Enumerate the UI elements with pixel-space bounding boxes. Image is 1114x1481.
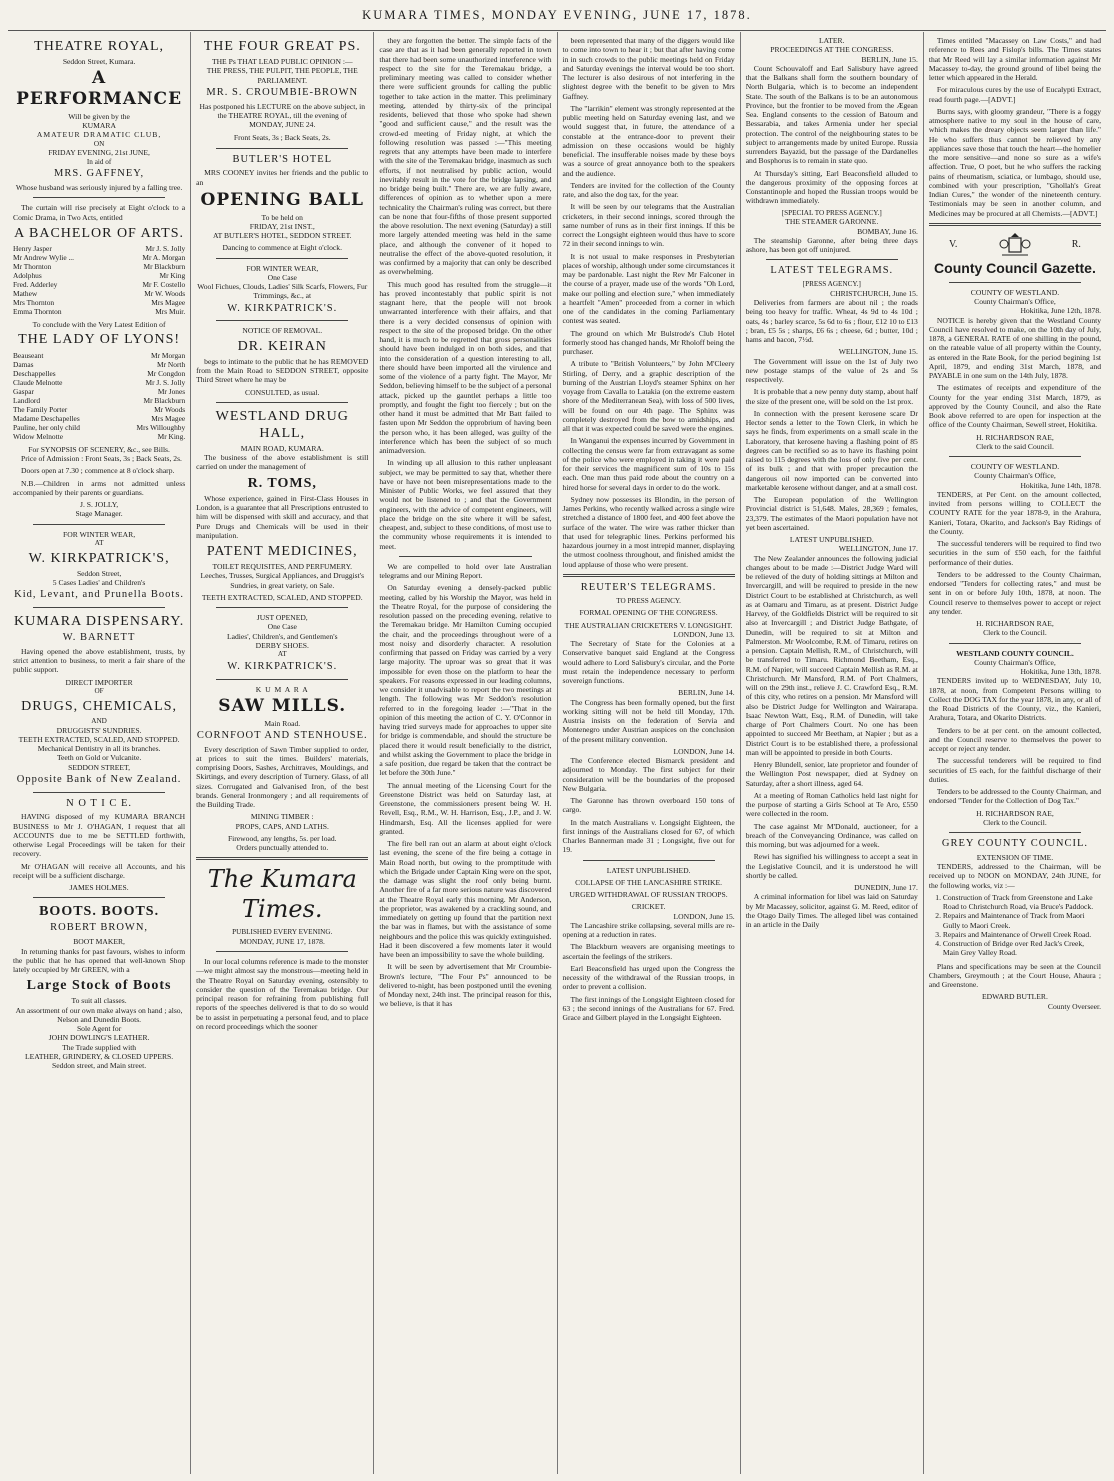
tender-text: Tenders to be addressed to the County Chairman, and endorsed "Tender for the Collection of Dog Tax." xyxy=(928,787,1102,806)
saw-mills: SAW MILLS. xyxy=(218,695,347,716)
four-ps-heading: THE FOUR GREAT PS. xyxy=(203,39,361,54)
telegram-text: The Secretary of State for the Colonies at a Conservative banquet said England at the Congress would adhere to Lord Salisbury's circular, and the Porte must retain the independence necessary to perform sovereign functions. xyxy=(562,639,735,686)
telegram-text: At Thursday's sitting, Earl Beaconsfield alluded to the dangerous proximity of the opposing forces at Constantinople and hoped the Russian troops would be withdrawn immediately. xyxy=(745,168,918,206)
column-3 xyxy=(374,32,557,1474)
telegram-text: Times entitled "Macassey on Law Costs," and had reference to Rees and Fislop's bills. The Times states that Mr Reed will lay a similar information against Mr Macassey to-day, the ground ground of libel being the letter which appeared in the Herald. xyxy=(928,36,1102,82)
drug-hall-heading: WESTLAND DRUG HALL, xyxy=(215,408,349,441)
gazette-heading: County Council Gazette. xyxy=(934,259,1096,276)
collapse-heading: COLLAPSE OF THE LANCASHIRE STRIKE. xyxy=(575,877,723,887)
telegram-text: It is probable that a new penny duty stamp, about half the size of the present one, will be sold on the 1st prox. xyxy=(745,387,918,406)
performance-heading: A PERFORMANCE xyxy=(16,68,183,110)
kirkpatrick-heading-3: W. KIRKPATRICK'S. xyxy=(227,660,338,672)
telegram-text: The New Zealander announces the following judicial changes about to be made :—District Judge Ward will be relieved of the duty of holding sittings at Milton and Invercargill, and will be required to preside in the new District Court to be established at Christchurch, as well as at Oamaru and Timaru, as at present. District Judge Harvey, of the Goldfields District will be required to sit also at Invercargill ; and District Judge Bathgate, of Dunedin, will be required to sit at Milton and Palmerston. Mr Woolcombe, R.M. of Timaru, retires on a pension. Captain Mellish, R.M., of Christchurch, will be transferred to Timaru. Richmond Beetham, Esq., R.M. of Napier, will succeed Captain Mellish as R.M. at Christchurch. Mr Mansford, R.M. of Port Chalmers, will on the 29th inst., relieve J. C. Crawford Esq., R.M. of this city, who retires on a pension. Mr Mansford will also be District Judge for Wellington and Wairarapa. Isaac Newton Watt, Esq., R.M. of Dunedin, will take charge of Port Chalmers Court. No one has been appointed to succeed Mr Beetham, at Napier ; but as a District Court is to be established there, a professional man will be appointed to preside in both Courts. xyxy=(745,553,918,757)
divider xyxy=(949,643,1081,644)
dateline: DUNEDIN, June 17. xyxy=(854,883,918,893)
ball-venue: AT BUTLER'S HOTEL, SEDDON STREET. xyxy=(212,231,352,241)
theatre-heading: THEATRE ROYAL, xyxy=(34,39,165,54)
kirkpatrick-heading-2: W. KIRKPATRICK'S. xyxy=(227,302,338,314)
office-label: County Chairman's Office, xyxy=(974,657,1056,667)
holmes-signature: JAMES HOLMES. xyxy=(69,883,129,893)
at-label-2: AT xyxy=(277,650,287,659)
telegram-text: Rewi has signified his willingness to accept a seat in the Legislative Council, and it is understood he will shortly be called. xyxy=(745,852,918,880)
theatre-street: Seddon Street, Kumara. xyxy=(62,57,136,67)
crest-r: R. xyxy=(1071,238,1081,250)
patent-medicines: PATENT MEDICINES, xyxy=(206,544,358,560)
royal-crest xyxy=(929,232,1101,258)
divider xyxy=(399,556,531,557)
synopsis-note: For SYNOPSIS OF SCENERY, &c., see Bills. xyxy=(28,444,170,454)
dispensary-heading: KUMARA DISPENSARY. xyxy=(13,614,185,630)
column-6 xyxy=(924,32,1106,1474)
clerk-name: H. RICHARDSON RAE, xyxy=(976,808,1054,818)
teeth-label: TEETH EXTRACTED, SCALED, AND STOPPED. xyxy=(18,734,180,744)
and-label: AND xyxy=(91,716,107,725)
notice-text: NOTICE is hereby given that the Westland County Council have resolved to make, on the 10th day of July, 1878, a GENERAL RATE of one shilling in the pound, on the rateable value of all property within the County, as entered in the Rate Book, for the period begining 1st April, 1879, and ending 31st March, 1878, and PAYABLE in one sum on the 14th July, 1878. xyxy=(928,315,1102,381)
assortment-note: An assortment of our own make always on hand ; also, Nelson and Dunedin Boots. xyxy=(15,1005,183,1024)
importer-label: DIRECT IMPORTER xyxy=(65,677,133,687)
tender-text: Tenders to be at per cent. on the amount collected, and the Council reserve to themselves the power to accept or reject any tender. xyxy=(928,725,1102,754)
of-label: OF xyxy=(94,686,104,695)
article-paragraph: On Saturday evening a densely-packed public meeting, called by his Worship the Mayor, was held in the Theatre Royal, for the purpose of considering the resolution passed on the preceding evening, relative to the Teremakau bridge. Mr Hamilton Cuming occupied the chair, and the proceedings throughout were of a most noisy and disorderly character. A resolution confirming that passed on Friday was carried by a very large majority. The uproar was so great that it was impossible for even those on the platform to hear the speakers. For reasons expressed in our leading columns, we consider it unadvisable to report the two meetings at length. The following was Mr Seddon's resolution referred to in the foregoing leader :—"That in the opinion of this meeting the action of C. Y. O'Connor in having tried surveys made for approaches to upper site for bridge is commendable, and should the structure be placed there it would result beneficially to the district, and whilst asking the Government to place the bridge in a safe position, due regard be taken that the contract be let before the 30th June." xyxy=(379,583,552,778)
beneficiary: MRS. GAFFNEY, xyxy=(54,168,145,180)
club-line-2: AMATEUR DRAMATIC CLUB, xyxy=(36,130,162,140)
manager-name: J. S. JOLLY, xyxy=(80,500,119,510)
kirkpatrick-street: Seddon Street, xyxy=(76,568,122,578)
dancing-note: Dancing to commence at Eight o'clock. xyxy=(222,243,342,253)
children-note: N.B.—Children in arms not admitted unless accompanied by their parents or guardians. xyxy=(13,478,186,497)
column-2 xyxy=(191,32,374,1474)
leeches-note: Leeches, Trusses, Surgical Appliances, and Druggist's Sundries, in great variety, on Sale. xyxy=(200,571,365,590)
telegram-text: The first innings of the Longsight Eighteen closed for 63 ; the second innings of the Australians for 67. Fred. Grace and Gilbert played in the Longsight Eighteen. xyxy=(562,994,735,1023)
play-2-title: THE LADY OF LYONS! xyxy=(18,332,181,348)
derby-shoes: DERBY SHOES. xyxy=(255,640,309,650)
cast-row: Claude Melnotte Mr J. S. Jolly xyxy=(13,377,186,387)
cast-row: Deschappelles Mr Congdon xyxy=(13,368,186,378)
telegram-text: The Lancashire strike collapsing, several mills are re-opening at a reduction in rates. xyxy=(562,920,735,940)
agent-label: Sole Agent for xyxy=(76,1024,122,1034)
telegram-text: Henry Blundell, senior, late proprietor and founder of the Wellington Post newspaper, died at Sydney on Saturday, after a short illness, aged 64. xyxy=(745,760,918,788)
barnett-name: W. BARNETT xyxy=(62,632,136,644)
brown-name: ROBERT BROWN, xyxy=(50,922,149,934)
lecturer-name: MR. S. CROUMBIE-BROWN xyxy=(206,86,359,98)
telegram-text: The Government will issue on the 1st of July two new postage stamps of the value of 2s and 5s respectively. xyxy=(745,356,918,385)
derby-text: Ladies', Children's, and Gentlemen's xyxy=(226,631,338,641)
telegram-text: Earl Beaconsfield has urged upon the Congress the necessity of the withdrawal of the Russian troops, in order to prevent a collision. xyxy=(562,963,735,992)
clerk-title: Clerk to the Council. xyxy=(983,628,1047,638)
clerk-name: H. RICHARDSON RAE, xyxy=(976,432,1054,442)
curtain-note: The curtain will rise precisely at Eight o'clock to a Comic Drama, in Two Acts, entitled xyxy=(13,203,186,222)
drugs-heading: DRUGS, CHEMICALS, xyxy=(21,698,178,714)
lecture-seats: Front Seats, 3s ; Back Seats, 2s. xyxy=(233,133,331,143)
club-line-1: KUMARA xyxy=(82,121,116,131)
list-item: 4. Construction of Bridge over Red Jack's Creek, Main Grey Valley Road. xyxy=(943,939,1101,958)
cast-row: Mr Andrew Wylie ... Mr A. Morgan xyxy=(13,253,186,263)
tender-text: TENDERS, at Per Cent. on the amount collected, invited from persons willing to COLLECT the COUNTY RATE for the year 1878-9, in the Arahura, Kanieri, Totara, Okarito, and Jackson's Bay Ridings of the County. xyxy=(928,489,1102,536)
office-date: Hokitika, June 14th, 1878. xyxy=(1020,480,1102,490)
boots-heading: BOOTS. BOOTS. xyxy=(39,904,160,920)
article-paragraph: It will be seen by our telegrams that the Australian cricketers, in their second innings, scored through the same number of runs as in their first innings. If this be correct the Longsight eighteen would thus have to score 72 in their second innings to win. xyxy=(562,202,735,249)
cricketers-heading: THE AUSTRALIAN CRICKETERS V. LONGSIGHT. xyxy=(564,620,733,630)
notice-text: HAVING disposed of my KUMARA BRANCH BUSINESS to Mr J. O'HAGAN, I request that all ACCOUNTS due to me be SETTLED forthwith, otherwise Legal Proceedings will be taken for their recovery. xyxy=(13,812,186,859)
masthead: KUMARA TIMES, MONDAY EVENING, JUNE 17, 1878. xyxy=(8,0,1106,31)
dateline: LONDON, June 15. xyxy=(673,911,735,921)
cast-list-1 xyxy=(13,244,185,316)
gold-label: Teeth on Gold or Vulcanite. xyxy=(56,753,142,763)
dateline: WELLINGTON, June 17. xyxy=(838,544,918,554)
brown-text: In returning thanks for past favours, wishes to inform the public that he has opened that well-known Shop lately occupied by Mr GREEN, with a xyxy=(13,946,186,975)
list-item: 3. Repairs and Maintenance of Orwell Creek Road. xyxy=(943,930,1101,939)
cast-row: Henry Jasper Mr J. S. Jolly xyxy=(13,243,186,253)
lecture-date: MONDAY, JUNE 24. xyxy=(249,120,316,130)
telegram-text: Count Schouvaloff and Earl Salisbury have agreed that the Balkans shall form the southern boundary of North Bulgaria, which is to become an independent State. The south of the Balkans is to be an autonomous Province, but the frontier to be moved from the Ægean Sea. England consents to the cession of Batoum and Bessarabia, and takes Armenia under her special protection. The control of the neighbouring states to be subject to arrangements made by united Europe. Russia surrenders Bayazid, but the passage of the Dardanelles and Bosphorus is to remain in state quo. xyxy=(745,63,918,166)
divider xyxy=(33,792,165,793)
crest-icon xyxy=(998,232,1032,258)
held-label: To be held on xyxy=(261,212,303,222)
dateline: BERLIN, June 15. xyxy=(861,54,918,64)
divider xyxy=(216,320,348,321)
article-paragraph: It is not usual to make responses in Presbyterian places of worship, although under some circumstances it may be pardonable. Last night the Rev Mr Falconer in the course of a prayer, made use of the words "Oh Lord, make our polling and election sure," when immediately a heartfelt "Amen" proceeded from a corner in which one of the candidates in the coming Parliamentary contest was seated. xyxy=(562,251,735,326)
consulted-label: CONSULTED, as usual. xyxy=(245,387,320,397)
cast-row: Madame Deschapelles Mrs Magee xyxy=(13,413,186,423)
business-text: The business of the above establishment is still carried on under the management of xyxy=(196,453,369,472)
cast-list-2 xyxy=(13,351,185,441)
telegram-text: Deliveries from farmers are about nil ; the roads being too heavy for traffic. Wheat, 4s 9d to 4s 10d ; oats, 4s ; barley scarce, 5s 6d to 6s ; flour, £12 10 to £13 ; bran, £5 5s ; sharps, £6 6s ; cheese, 6d ; butter, 10d ; hams and bacon, 7½d. xyxy=(745,298,918,345)
on-label: ON xyxy=(93,139,105,148)
cast-row: Mr Thornton Mr Blackburn xyxy=(13,262,186,272)
divider xyxy=(563,574,735,577)
dowling-label: JOHN DOWLING'S LEATHER. xyxy=(48,1033,150,1043)
at-label: AT xyxy=(94,538,104,547)
divider xyxy=(33,607,165,608)
tender-text: TENDERS invited up to WEDNESDAY, July 10, 1878, at noon, from Competent Persons willing to Collect the DOG TAX for the year 1878, in any, or all of the Road Districts of the County, viz., the Kanieri, Arahura, Totara, and Okarito Districts. xyxy=(928,676,1102,723)
list-item: 2. Repairs and Maintenance of Track from Maori Gully to Maori Creek. xyxy=(943,911,1101,930)
article-paragraph: We are compelled to hold over late Australian telegrams and our Mining Report. xyxy=(379,561,552,580)
county-heading: COUNTY OF WESTLAND. xyxy=(970,287,1060,297)
divider xyxy=(33,897,165,898)
office-date: Hokitika, June 13th, 1878. xyxy=(1020,667,1102,677)
barnett-text: Having opened the above establishment, trusts, by strict attention to business, to merit a fair share of the public support. xyxy=(13,646,186,675)
column-1 xyxy=(8,32,191,1474)
toms-text: Whose experience, gained in First-Class Houses in London, is a guarantee that all Prescriptions entrusted to him will be dispensed with skill and accuracy, and that Pure Drugs and Chemicals will be used in their manipulation. xyxy=(196,493,369,540)
garonne-heading: THE STEAMER GARONNE. xyxy=(785,217,879,227)
teeth-note: TEETH EXTRACTED, SCALED, AND STOPPED. xyxy=(201,592,363,602)
divider xyxy=(33,524,165,525)
toilet-requisites: TOILET REQUISITES, AND PERFUMERY. xyxy=(212,562,352,572)
cast-row: Emma Thornton Mrs Muir. xyxy=(13,307,186,317)
doors-note: Doors open at 7.30 ; commence at 8 o'clock sharp. xyxy=(21,466,175,476)
dateline: WELLINGTON, June 15. xyxy=(838,347,918,357)
cast-row: Mathew Mr W. Woods xyxy=(13,289,186,299)
urged-heading: URGED WITHDRAWAL OF RUSSIAN TROOPS. xyxy=(569,890,728,900)
kirkpatrick-boots: Kid, Levant, and Prunella Boots. xyxy=(14,589,185,601)
proceedings-heading: PROCEEDINGS AT THE CONGRESS. xyxy=(770,45,894,55)
dateline: BERLIN, June 14. xyxy=(678,688,735,698)
divider xyxy=(766,259,898,260)
notice-heading: N O T I C E. xyxy=(66,797,133,809)
publication-date: MONDAY, JUNE 17, 1878. xyxy=(239,936,325,946)
divider xyxy=(216,679,348,680)
telegram-text: A criminal information for libel was laid on Saturday by Mr Macassey, solicitor, against G. M. Reed, editor of the Otago Daily Times. The alleged libel was contained in an article in the Daily xyxy=(745,892,918,930)
county-heading: WESTLAND COUNTY COUNCIL. xyxy=(956,648,1074,658)
one-case: One Case xyxy=(267,272,297,282)
kumara-label: K U M A R A xyxy=(255,684,309,694)
reuter-heading: REUTER'S TELEGRAMS. xyxy=(580,581,717,593)
formal-opening: FORMAL OPENING OF THE CONGRESS. xyxy=(579,608,718,618)
opposite-bank: Opposite Bank of New Zealand. xyxy=(16,773,182,785)
given-by: Will be given by the xyxy=(68,111,130,121)
toms-name: R. TOMS, xyxy=(247,475,317,491)
ball-date: FRIDAY, 21st INST., xyxy=(249,221,315,231)
address-label: Seddon street, and Main street. xyxy=(52,1061,147,1071)
county-heading: COUNTY OF WESTLAND. xyxy=(970,462,1060,472)
article-paragraph: This much good has resulted from the struggle—it has proved incontestably that public spirit is not stagnant here, that the people will not brook unwarranted interference with their affairs, and that there is a very decided consensus of opinion with respect to the site of the proposed bridge. On the other hand, it is much to be regretted that gross personalities should have been indulged in on both sides, and that into the consideration of a question interesting to all, there should have been imported all the virulence and some of the violence of a party fight. The Mayor, Mr Seddon, believing himself to be the subject of a personal attack, picked up the gauntlet perhaps a little too promptly, and fought the fight too fiercely ; but on the other hand it must be admitted that Mr Batt failed to fasten upon Mr Seddon the opprobrium of having been the person who, it has been alleged, was guilty of the interference which has been the subject of so much animadversion. xyxy=(379,279,552,455)
telegram-text: At a meeting of Roman Catholics held last night for the purpose of starting a Girls School at Te Aro, £550 were collected in the room. xyxy=(745,790,918,819)
paper-title: The Kumara Times. xyxy=(207,865,357,923)
office-label: County Chairman's Office, xyxy=(974,297,1056,307)
later-heading: LATER. xyxy=(819,36,845,45)
advert-text: Burns says, with gloomy grandeur, "There is a foggy atmosphere native to my soul in the house of care, which makes the dreary objects seem larger than life." He who suffers thus cannot be relieved by any appliances save those that touch the heart—the homelier the more sensitive—and none so sure as a wife's affection. True, O poet, but he who suffers the racking pains of rheumatism, sciatica, or lumbago, should use, combined with your prescription, "Ghollah's Great Indian Cures," the wonder of the nineteenth century. Testimonials may be seen in another column, and Medicines may be procured at all Chemists.—[ADVT.] xyxy=(928,106,1102,218)
cast-row: Gaspar Mr Jones xyxy=(13,386,186,396)
divider xyxy=(583,860,715,861)
works-list xyxy=(943,893,1101,958)
press-agency-label: TO PRESS AGENCY. xyxy=(616,596,681,605)
performance-date: FRIDAY EVENING, 21st JUNE, xyxy=(48,148,150,158)
play-1-title: A BACHELOR OF ARTS. xyxy=(14,225,185,241)
divider xyxy=(949,832,1081,833)
extension-heading: EXTENSION OF TIME. xyxy=(976,852,1054,862)
aid-label: In aid of xyxy=(86,157,112,166)
main-road: Main Road. xyxy=(264,718,301,728)
mining-timber: MINING TIMBER : xyxy=(250,812,314,822)
notice-text-2: Mr O'HAGAN will receive all Accounts, and his receipt will be a sufficient discharge. xyxy=(13,861,186,880)
orders-note: Orders punctually attended to. xyxy=(236,843,329,853)
cast-row: Fred. Adderley Mr F. Costello xyxy=(13,280,186,290)
article-paragraph: In winding up all allusion to this rather unpleasant subject, we may be permitted to say that, whether there have or have not been misrepresentations made to the Minister of Public Works, we feel assured that they would not be listened to ; and that the Government engineers, with the advice of competent engineers, will place the bridge on the site where it will be safest, cheapest, and, subject to these conditions, of most use to the community whose requirements it is intended to meet. xyxy=(379,458,552,551)
manager-title: Stage Manager. xyxy=(75,509,123,519)
opening-ball: OPENING BALL xyxy=(200,189,364,210)
article-paragraph: In Wanganui the expenses incurred by Government in collecting the census were far from extravagant as some of the police who were employed in taking it were paid for their services the magnificent sum of 10s to 15s each. One man thus paid rode about the country on a hired horse for several days in order to do the work. xyxy=(562,436,735,492)
grey-text: TENDERS, addressed to the Chairman, will be received up to NOON on MONDAY, 24th JUNE, for the following works, viz :— xyxy=(928,862,1102,890)
crest-v: V. xyxy=(948,238,958,250)
removal-heading: NOTICE OF REMOVAL. xyxy=(242,326,323,336)
article-paragraph: The annual meeting of the Licensing Court for the Greenstone District was held on Saturday last, at Greenstone, the commissioners present being W. H. Revell, Esq., R.M., W. H. Harrison, Esq., J.P., and J. W. Hindmarsh, Esq. All the licenses applied for were granted. xyxy=(379,780,552,836)
press-line: THE PRESS, THE PULPIT, THE PEOPLE, THE PARLIAMENT. xyxy=(206,66,358,85)
latest-telegrams-heading: LATEST TELEGRAMS. xyxy=(770,265,894,277)
conclude-note: To conclude with the Very Latest Edition of xyxy=(32,320,166,330)
article-paragraph: It will be seen by advertisement that Mr Croumbie-Brown's lecture, "The Four Ps" announced to be delivered to-night, has been postponed until the evening of Monday next, 24th inst. The principal reason for this, we believe, is that it has xyxy=(379,962,552,1009)
column-5 xyxy=(741,32,924,1474)
tender-text: The successful tenderers will be required to find securities of £5 each, for the faithful discharge of their duties. xyxy=(928,756,1102,784)
telegram-text: The steamship Garonne, after being three days ashore, has been got off uninjured. xyxy=(745,235,918,255)
telegram-text: The Congress has been formally opened, but the first working sitting will not be held till Monday, 17th. Austria insists on the federation of Servia and Montenegro under Austrian auspices on the conclusion of the present military convention. xyxy=(562,697,735,744)
overseer-title: County Overseer. xyxy=(1047,1001,1102,1011)
ps-line: THE Ps THAT LEAD PUBLIC OPINION :— xyxy=(211,57,353,67)
telegram-text: The Conference elected Bismarck president and adjourned to Monday. The first subject for their consideration will be the boundaries of the proposed New Bulgaria. xyxy=(562,756,735,793)
article-paragraph: been represented that many of the diggers would like to come into town to hear it ; but that after having come in in such crowds to the public meetings held on Friday and Saturday evenings the interval would be too short. The lecturer is also desirous of not interfering in the slightest degree with the benefit to be given to Mrs Gaffney. xyxy=(562,36,735,101)
article-paragraph: they are forgotten the better. The simple facts of the case are that as it had been generally reported in town that there had been some unauthorized interference with respect to the site for the Teremakau bridge, a preliminary meeting was called to consider whether there were sufficient grounds for calling the public together to take action in the matter. This preliminary meeting, attended by thirty-six of the principal residents, believed that those who spoke had shewn "good and sufficient cause," and the result was the crowd-ed meeting of Friday night, at which the following resolution was passed :—"This meeting regrets that any attempts have been made to interfere with the site of the Teremakau bridge, inasmuch as such efforts, if not neutralised by public action, would inevitably result in the vote for the bridge lapsing, and no bridge being built." There are, we are fully aware, differences of opinion as to whether upon a mere technicality the Chairman's ruling was correct, but there can be none that four-fifths of those present supported the above resolution. The next evening (Saturday) a still more largely attended meeting was held in the same place, and although the convener of it hoped to neutralise the effect of the above-quoted resolution, it was confirmed by a majority that can only be described as overwhelming. xyxy=(379,36,552,277)
unpublished-heading: LATEST UNPUBLISHED. xyxy=(789,535,874,545)
article-paragraph: A tribute to "British Volunteers," by John M'Cleery Stirling, of Derry, and a graphic description of the burning of the Austrian Lloyd's steamer Sphinx on her voyage from Cavalla to Latakia (on the extreme eastern shore of the Mediterranean Sea), with loss of 500 lives, will be found on our 4th page. The Sphinx was completely destroyed from the bow to amidships, and all that it was expected could be saved were the engines. xyxy=(562,359,735,433)
seddon-street: SEDDON STREET, xyxy=(68,762,131,772)
dateline: LONDON, June 13. xyxy=(673,629,735,639)
divider xyxy=(949,282,1081,283)
divider xyxy=(216,951,348,952)
press-agency-label: [PRESS AGENCY.] xyxy=(802,280,861,289)
clerk-title: Clerk to the said Council. xyxy=(976,441,1054,451)
suit-label: To suit all classes. xyxy=(71,996,127,1006)
divider xyxy=(216,148,348,149)
cast-row: Damas Mr North xyxy=(13,359,186,369)
butler-heading: BUTLER'S HOTEL xyxy=(232,153,333,165)
cast-row: Pauline, her only child Mrs Willoughby xyxy=(13,422,186,432)
bootmaker-label: BOOT MAKER, xyxy=(73,937,125,947)
kirkpatrick-heading: W. KIRKPATRICK'S, xyxy=(28,550,170,566)
notice-text: The estimates of receipts and expenditure of the County for the year ending 31st March, 1879, as approved by the County Council, and also the Rate Book above referred to are open for inspection at the office of the County Chairman, Sewell street, Hokitika. xyxy=(928,383,1102,430)
article-paragraph: The fire bell ran out an alarm at about eight o'clock last evening, the scene of the fire being a cottage in Main Road north, but owing to the promptitude with which the Brigade under Captain King were on the spot, the damage was slight the roof only being burnt. Another fire of a far more serious nature was discovered at the Theatre Royal early this morning. Mr Anderson, the proprietor, was awakened by a crackling sound, and immediately on getting up found that the partition next the bar was in flames, but with the assistance of some neighbours and the police this was quickly extinguished. Had it been discovered a few moments later it would have been an impossibility to save the whole building. xyxy=(379,839,552,959)
derby-case: One Case xyxy=(267,622,297,632)
cast-row: Beauseant Mr Morgan xyxy=(13,350,186,360)
telegram-text: The European population of the Wellington Provincial district is 51,648. Males, 28,369 ; females, 23,379. The estimates of the Maori population have not yet been ascertained. xyxy=(745,495,918,532)
article-paragraph: The ground on which Mr Bulstrode's Club Hotel formerly stood has changed hands, Mr Rholoff being the purchaser. xyxy=(562,328,735,356)
postponed-note: Has postponed his LECTURE on the above subject, in the THEATRE ROYAL, till the evening of xyxy=(199,101,366,120)
leather-label: LEATHER, GRINDERY, & CLOSED UPPERS. xyxy=(25,1051,174,1061)
keiran-text: begs to intimate to the public that he has REMOVED from the Main Road to SEDDON STREET, opposite Third Street where he may be xyxy=(196,356,369,385)
plans-text: Plans and specifications may be seen at the Council Chambers, Greymouth ; at the Court House, Ahaura ; and Greenstone. xyxy=(928,961,1102,990)
wool-items: Wool Fichues, Clouds, Ladies' Silk Scarfs, Flowers, Fur Trimmings, &c., at xyxy=(197,282,368,301)
overseer-name: EDWARD BUTLER. xyxy=(982,992,1048,1002)
cornfoot-text: Every description of Sawn Timber supplied to order, at prices to suit the times. Builders' materials, comprising Doors, Sashes, Architraves, Mouldings, and Skirtings, and every description of Turnery. Glass, of all sizes. Corrugated and Galvanised Iron, of the best brands. General Ironmongery ; and all requirements of the Building Trade. xyxy=(196,744,369,810)
special-label: [SPECIAL TO PRESS AGENCY.] xyxy=(781,208,882,217)
cast-row: The Family Porter Mr Woods xyxy=(13,404,186,414)
drug-hall-address: MAIN ROAD, KUMARA. xyxy=(240,443,324,453)
dateline: CHRISTCHURCH, June 15. xyxy=(830,288,918,298)
clerk-name: H. RICHARDSON RAE, xyxy=(976,619,1054,629)
office-date: Hokitika, June 12th, 1878. xyxy=(1020,306,1102,316)
keiran-heading: DR. KEIRAN xyxy=(237,338,327,354)
cornfoot-heading: CORNFOOT AND STENHOUSE. xyxy=(196,729,368,741)
props-label: PROPS, CAPS, AND LATHS. xyxy=(235,821,329,831)
telegram-text: In connection with the present kerosene scare Dr Hector sends a letter to the Town Clerk, in which he says he finds, from experiments on a small scale in the Laboratory, that kerosene having a flashing point of 85 degrees can be rectified so as to have its flashing point raised to 115 degrees with the loss of only five per cent. of its bulk ; and that with proper precaution the dangerous oil now imported can be converted into marketable kerosene without danger, and at a small cost. xyxy=(745,408,918,492)
cast-row: Adolphus Mr King xyxy=(13,271,186,281)
sundries-label: DRUGGISTS' SUNDRIES. xyxy=(56,725,142,735)
telegram-text: The Blackburn weavers are organising meetings to ascertain the feelings of the strikers. xyxy=(562,942,735,961)
divider xyxy=(929,223,1101,226)
telegram-text: The Garonne has thrown overboard 150 tons of cargo. xyxy=(562,796,735,815)
telegram-text: The case against Mr M'Donald, auctioneer, for a breach of the Conveyancing Ordinance, was called on this morning, but was adjourned for a week. xyxy=(745,821,918,850)
divider xyxy=(216,258,348,259)
just-opened: JUST OPENED, xyxy=(256,613,308,623)
cooney-text: MRS COONEY invites her friends and the public to an xyxy=(196,168,369,187)
divider xyxy=(196,857,368,860)
editorial-text: In our local columns reference is made to the monster—we might almost say the monstrous—meeting held in the Theatre Royal on Saturday evening, ostensibly to consider the question of the Teremakau bridge. Our principal reason for refraining from publishing full reports of the speeches delivered is that to do so would be to assist in perpetuating a personal feud, and to place on record proceedings which the sooner xyxy=(196,957,369,1031)
newspaper-page xyxy=(8,32,1106,1474)
dateline: BOMBAY, June 16. xyxy=(857,226,918,236)
article-paragraph: The "larrikin" element was strongly represented at the public meeting held on Saturday evening last, and we would suggest that, in future, the attendance of a constable at the entrance-door to prevent their admission on these occasions would be highly beneficial. The insufferable noises made by these boys was a source of great annoyance both to the speakers and the audience. xyxy=(562,103,735,178)
cast-row: Landlord Mr Blackburn xyxy=(13,395,186,405)
office-label: County Chairman's Office, xyxy=(974,471,1056,481)
tender-text: Tenders to be addressed to the County Chairman, endorsed "Tenders for collecting rates," and must be sent in on or before July 10th, 1878, at noon. The Council reserve to themselves power to accept or reject any tender. xyxy=(928,569,1102,616)
firewood-note: Firewood, any lengths, 5s. per load. xyxy=(227,833,337,843)
large-stock: Large Stock of Boots xyxy=(26,978,172,994)
article-paragraph: Sydney now possesses its Blondin, in the person of James Perkins, who recently walked across a single wire stretched a distance of 1800 feet, and 400 feet above the surface of the water. The wire was rather thicker than that used for telegraphic lines. Perkins performed his hazardous journey in a most intrepid manner, displaying the utmost coolness throughout, and finished amidst the loud applause of those who were present. xyxy=(562,494,735,569)
published-label: PUBLISHED EVERY EVENING. xyxy=(232,927,333,936)
kirkpatrick-line: 5 Cases Ladies' and Children's xyxy=(52,577,146,587)
injured-note: Whose husband was seriously injured by a falling tree. xyxy=(15,183,183,193)
advert-text: For miraculous cures by the use of Eucalypti Extract, read fourth page.—[ADVT.] xyxy=(928,85,1102,104)
winter-wear-2: FOR WINTER WEAR, xyxy=(246,263,319,273)
article-paragraph: Tenders are invited for the collection of the County rate, and also the dog tax, for the year. xyxy=(562,180,735,199)
cricket-heading: CRICKET. xyxy=(631,902,666,912)
divider xyxy=(33,197,165,198)
dentistry-label: Mechanical Dentistry in all its branches. xyxy=(37,744,161,754)
column-4 xyxy=(558,32,741,1474)
telegram-text: In the match Australians v. Longsight Eighteen, the first innings of the Australians closed for 67, of which Charles Bannerman made 31 ; Longsight, five out for 19. xyxy=(562,817,735,855)
tender-text: The successful tenderers will be required to find two securities in the sum of £50 each, for the faithful performance of their duties. xyxy=(928,539,1102,567)
grey-heading: GREY COUNTY COUNCIL. xyxy=(941,838,1088,850)
divider xyxy=(949,456,1081,457)
divider xyxy=(216,402,348,403)
list-item: 1. Construction of Track from Greenstone and Lake Road to Christchurch Road, via Bruce's Paddock. xyxy=(943,893,1101,912)
unpublished-heading: LATEST UNPUBLISHED. xyxy=(606,865,691,875)
divider xyxy=(216,607,348,608)
clerk-title: Clerk to the Council. xyxy=(983,817,1047,827)
cast-row: Widow Melnotte Mr King. xyxy=(13,431,186,441)
cast-row: Mrs Thornton Mrs Magee xyxy=(13,298,186,308)
trade-label: The Trade supplied with xyxy=(62,1042,137,1052)
winter-wear: FOR WINTER WEAR, xyxy=(63,529,136,539)
dateline: LONDON, June 14. xyxy=(673,746,735,756)
price-note: Price of Admission : Front Seats, 3s ; Back Seats, 2s. xyxy=(21,454,182,464)
